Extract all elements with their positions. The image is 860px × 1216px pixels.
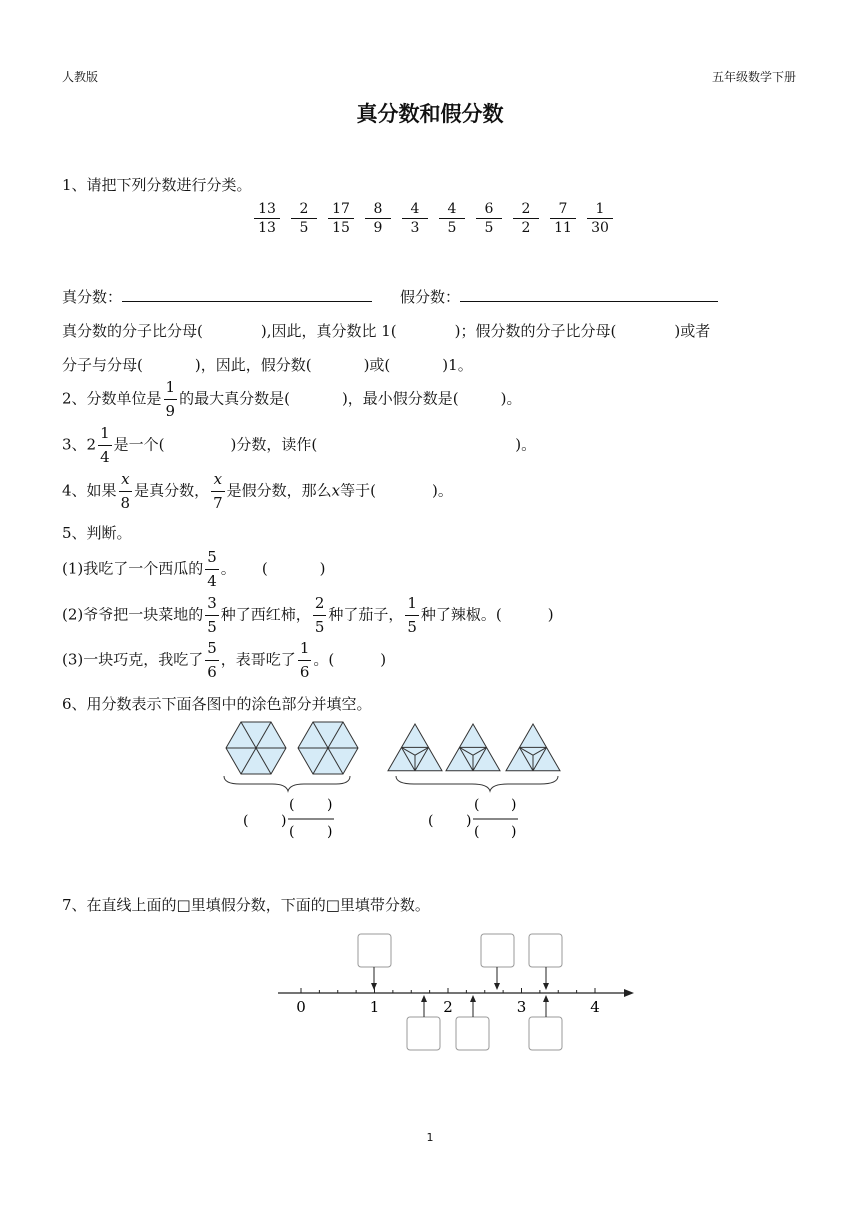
q5-item2-fraction-2: $\frac{2}{5}$ [314,594,325,636]
q5-item3-fraction-2: $\frac{1}{6}$ [299,639,310,681]
q7-prompt: 7、在直线上面的□里填假分数，下面的□里填带分数。 [62,896,430,914]
answer-box-top-1[interactable] [358,934,391,967]
q5-item-3 [62,641,386,680]
q4-text-a: 4、如果 [62,481,117,500]
q5-item3-text-a: (3)一块巧克，我吃了 [62,650,204,669]
number-line-arrowhead [624,989,634,997]
hexagon-group [226,722,358,774]
improper-label: 假分数： [400,288,461,306]
number-line-label: 1 [369,998,380,1016]
q6-left-whole-close: ) [281,813,287,829]
q5-item-1 [62,550,326,589]
q3-text-c: )分数，读作( [230,435,318,454]
q6-right-num-open: ( [474,797,480,813]
q3-fraction: $\frac{1}{4}$ [100,424,110,466]
arrow-up-3-head [543,995,549,1002]
q5-item2-text-d: 种了辣椒。( [420,605,502,624]
q1-fraction-item: $\frac{1}{30}$ [587,202,613,235]
q5-item1-text-b: 。 [220,559,236,578]
answer-box-top-2[interactable] [481,934,514,967]
q5-item1-paren-open: ( [261,559,268,578]
q7-number-line [270,928,640,1056]
q5-item2-text-b: 种了西红柿， [220,605,311,624]
q4-variable: x [331,481,341,500]
q6-prompt: 6、用分数表示下面各图中的涂色部分并填空。 [62,695,372,713]
q5-item1-fraction: $\frac{5}{4}$ [207,548,217,590]
q5-item2-text-c: 种了茄子， [328,605,404,624]
q5-item1-text-a: (1)我吃了一个西瓜的 [62,559,204,578]
q4-text-e: )。 [432,481,453,500]
q1-classify-line [62,286,718,307]
q1-fraction-item: $\frac{17}{15}$ [328,202,354,235]
q1-line3 [62,354,473,375]
q3-line [62,426,536,465]
number-line-label: 0 [296,998,306,1016]
q1-prompt: 1、请把下列分数进行分类。 [62,176,252,194]
q1-line3-text-d: )1。 [442,356,473,374]
q3-text-d: )。 [515,435,537,454]
q5-prompt: 5、判断。 [62,524,132,542]
q1-fraction-item: $\frac{2}{5}$ [291,202,317,235]
answer-box-bottom-3[interactable] [529,1017,562,1050]
proper-answer-blank[interactable] [122,287,372,302]
q1-line2-text-b: ),因此，真分数比 1( [260,322,397,340]
q1-line2 [62,320,710,341]
q1-line3-text-a: 分子与分母( [62,356,143,374]
q4-text-b: 是真分数， [134,481,210,500]
q5-item1-paren-close: ) [319,559,326,578]
triangle-brace [396,776,558,791]
q4-line [62,472,453,511]
q1-fraction-item: $\frac{4}{5}$ [439,202,465,235]
q6-left-num-close: ) [327,797,333,813]
answer-box-bottom-2[interactable] [456,1017,489,1050]
q4-text-d: 等于( [340,481,376,500]
q1-line2-text-d: )或者 [674,322,711,340]
arrow-up-1-head [421,995,427,1002]
q1-fraction-item: $\frac{8}{9}$ [365,202,391,235]
q3-text-b: 是一个( [113,435,165,454]
page-number: 1 [426,1131,434,1144]
q6-right-den-close: ) [511,824,517,840]
q5-item3-text-c: 。( [313,650,335,669]
q1-fraction-item: $\frac{2}{2}$ [513,202,539,235]
number-line-ticks [301,988,595,993]
number-line-labels [296,998,600,1016]
page-title: 真分数和假分数 [356,102,504,126]
q1-line3-text-c: )或( [363,356,391,374]
q5-item3-paren-close: ) [380,650,387,669]
q5-item2-paren-close: ) [547,605,554,624]
q6-figures [210,718,580,848]
header-publisher: 人教版 [62,70,99,84]
q5-item2-fraction-1: $\frac{3}{5}$ [207,594,217,636]
q1-line2-text-a: 真分数的分子比分母( [62,322,203,340]
q2-line [62,380,522,419]
q4-fraction-2: $\frac{x}{7}$ [213,470,223,512]
q6-right-whole-close: ) [466,813,472,829]
proper-label: 真分数： [62,288,123,306]
hexagon-brace [224,776,350,791]
q6-right-whole-open: ( [428,813,434,829]
q4-fraction-1: $\frac{x}{8}$ [120,470,131,512]
number-line-label: 4 [590,998,600,1016]
q6-left-den-close: ) [327,824,333,840]
q2-text-b: 的最大真分数是( [179,389,290,408]
q2-text-c: )，最小假分数是( [341,389,459,408]
triangle-group [388,724,560,771]
q3-text-a: 3、 [62,435,87,454]
q5-item2-fraction-3: $\frac{1}{5}$ [407,594,417,636]
q1-line3-text-b: )，因此，假分数( [194,356,312,374]
q1-fraction-item: $\frac{4}{3}$ [402,202,428,235]
answer-box-top-3[interactable] [529,934,562,967]
q6-right-num-close: ) [511,797,517,813]
q6-left-den-open: ( [289,824,295,840]
q6-left-num-open: ( [289,797,295,813]
q5-item3-fraction-1: $\frac{5}{6}$ [207,639,217,681]
arrow-up-2-head [470,995,476,1002]
q2-text-a: 2、分数单位是 [62,389,162,408]
q1-fraction-list [254,202,624,235]
header-grade: 五年级数学下册 [711,70,796,84]
number-line-label: 3 [516,998,527,1016]
q3-whole: 2 [86,435,97,454]
q1-fraction-item: $\frac{6}{5}$ [476,202,502,235]
arrow-down-3-head [543,983,549,990]
arrow-down-1-head [371,983,377,990]
q2-text-d: )。 [500,389,522,408]
q6-right-den-open: ( [474,824,480,840]
q2-fraction: $\frac{1}{9}$ [165,378,176,420]
q5-item2-text-a: (2)爷爷把一块菜地的 [62,605,204,624]
arrow-down-2-head [494,983,500,990]
q6-left-whole-open: ( [243,813,249,829]
number-line-label: 2 [443,998,453,1016]
q5-item-2 [62,596,554,635]
q5-item3-text-b: ，表哥吃了 [220,650,296,669]
q1-line2-text-c: )；假分数的分子比分母( [454,322,617,340]
answer-box-bottom-1[interactable] [407,1017,440,1050]
q1-fraction-item: $\frac{7}{11}$ [550,202,576,235]
q1-fraction-item: $\frac{13}{13}$ [254,202,280,235]
improper-answer-blank[interactable] [460,287,718,302]
q4-text-c: 是假分数，那么 [226,481,332,500]
